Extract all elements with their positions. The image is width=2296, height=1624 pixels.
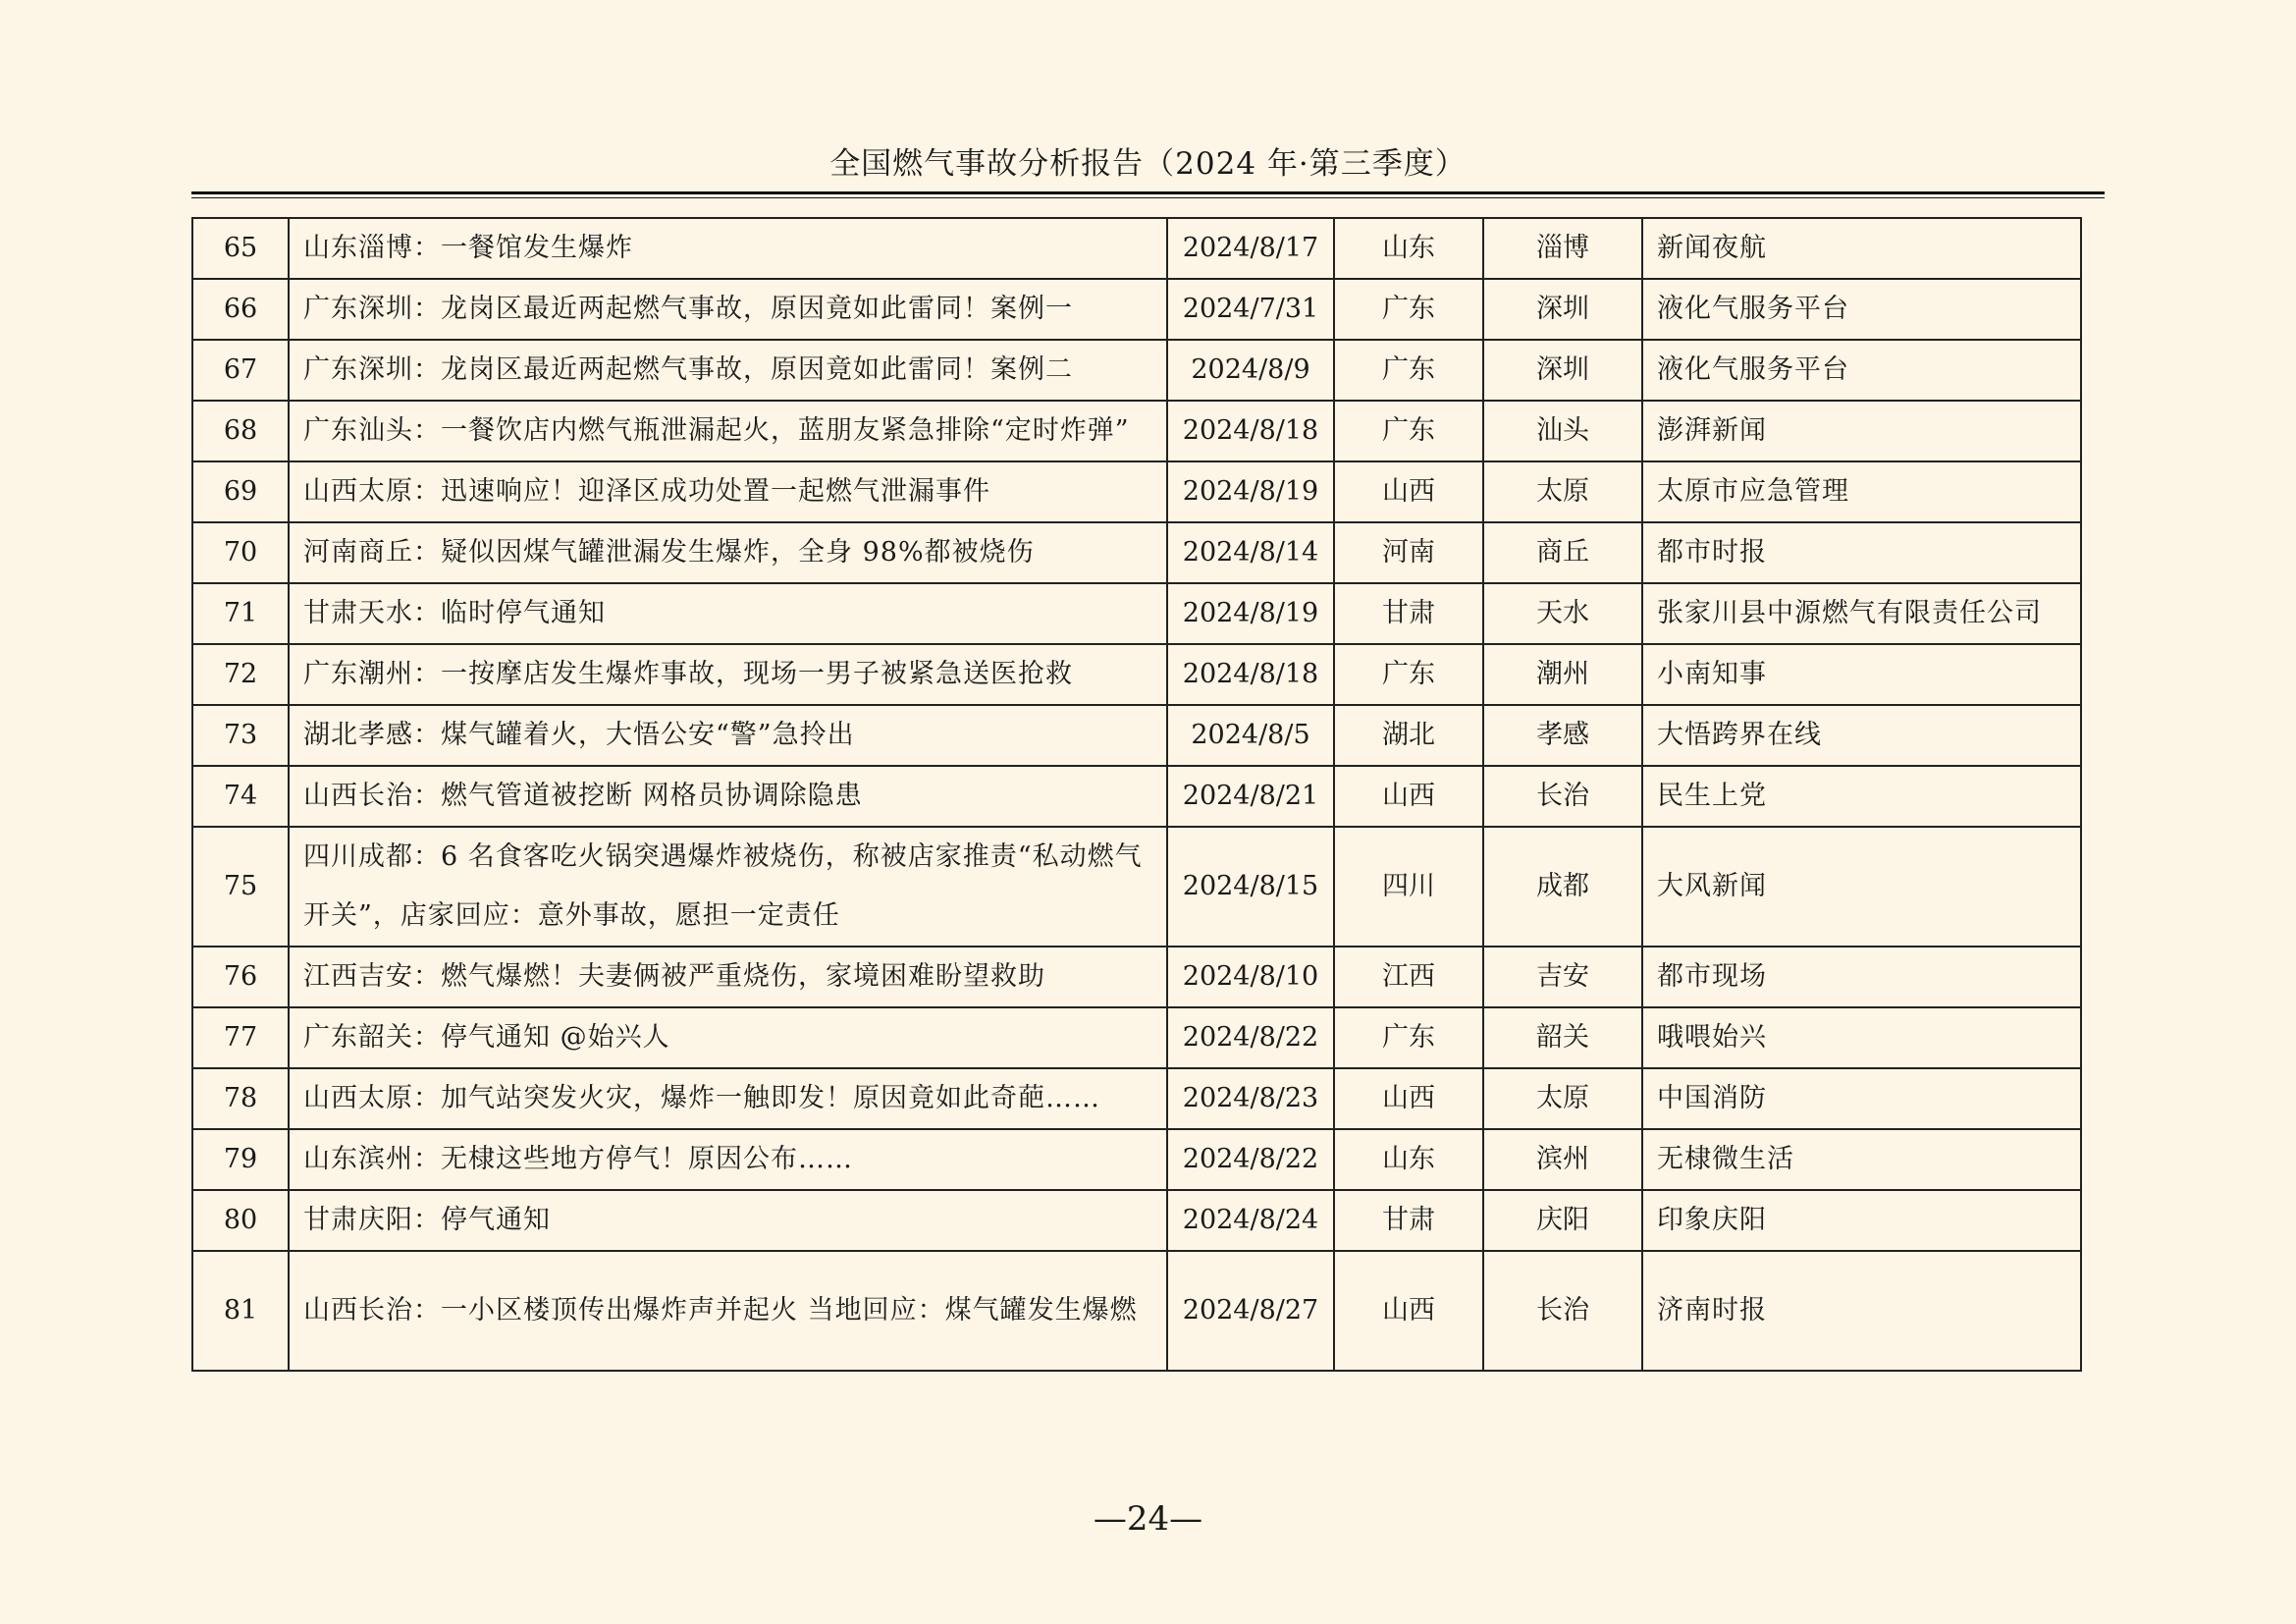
incident-table <box>191 217 2082 1372</box>
row-number: 78 <box>192 1068 289 1129</box>
incident-title: 山西太原：加气站突发火灾，爆炸一触即发！原因竟如此奇葩…… <box>289 1068 1167 1129</box>
table-row <box>192 827 2081 947</box>
incident-date: 2024/8/10 <box>1167 947 1334 1007</box>
incident-city: 孝感 <box>1483 705 1642 766</box>
row-number: 79 <box>192 1129 289 1190</box>
incident-province: 广东 <box>1334 1007 1483 1068</box>
table-row <box>192 279 2081 340</box>
table-row <box>192 644 2081 705</box>
incident-source: 济南时报 <box>1642 1251 2081 1371</box>
incident-province: 广东 <box>1334 644 1483 705</box>
incident-date: 2024/8/24 <box>1167 1190 1334 1251</box>
incident-province: 河南 <box>1334 522 1483 583</box>
incident-date: 2024/8/19 <box>1167 461 1334 522</box>
incident-city: 滨州 <box>1483 1129 1642 1190</box>
incident-date: 2024/7/31 <box>1167 279 1334 340</box>
incident-title: 广东深圳：龙岗区最近两起燃气事故，原因竟如此雷同！案例一 <box>289 279 1167 340</box>
row-number: 74 <box>192 766 289 827</box>
row-number: 70 <box>192 522 289 583</box>
incident-date: 2024/8/17 <box>1167 218 1334 279</box>
row-number: 73 <box>192 705 289 766</box>
table-row <box>192 947 2081 1007</box>
incident-city: 商丘 <box>1483 522 1642 583</box>
incident-city: 太原 <box>1483 461 1642 522</box>
incident-date: 2024/8/19 <box>1167 583 1334 644</box>
incident-city: 成都 <box>1483 827 1642 947</box>
incident-source: 大风新闻 <box>1642 827 2081 947</box>
incident-province: 甘肃 <box>1334 583 1483 644</box>
incident-title: 广东汕头：一餐饮店内燃气瓶泄漏起火，蓝朋友紧急排除“定时炸弹” <box>289 401 1167 461</box>
incident-city: 庆阳 <box>1483 1190 1642 1251</box>
row-number: 67 <box>192 340 289 401</box>
table-row <box>192 461 2081 522</box>
incident-source: 都市现场 <box>1642 947 2081 1007</box>
incident-source: 民生上党 <box>1642 766 2081 827</box>
table-row <box>192 401 2081 461</box>
incident-province: 四川 <box>1334 827 1483 947</box>
incident-province: 山西 <box>1334 1068 1483 1129</box>
header-rule-thin <box>191 197 2105 198</box>
incident-city: 汕头 <box>1483 401 1642 461</box>
incident-city: 深圳 <box>1483 279 1642 340</box>
table-row <box>192 705 2081 766</box>
incident-date: 2024/8/23 <box>1167 1068 1334 1129</box>
incident-source: 太原市应急管理 <box>1642 461 2081 522</box>
incident-source: 无棣微生活 <box>1642 1129 2081 1190</box>
incident-title: 广东韶关：停气通知 @始兴人 <box>289 1007 1167 1068</box>
incident-title: 四川成都：6 名食客吃火锅突遇爆炸被烧伤，称被店家推责“私动燃气开关”，店家回应：意外事故，愿担一定责任 <box>289 827 1167 947</box>
incident-source: 中国消防 <box>1642 1068 2081 1129</box>
table-row <box>192 1251 2081 1371</box>
incident-title: 山东淄博：一餐馆发生爆炸 <box>289 218 1167 279</box>
incident-title: 山西太原：迅速响应！迎泽区成功处置一起燃气泄漏事件 <box>289 461 1167 522</box>
incident-title: 江西吉安：燃气爆燃！夫妻俩被严重烧伤，家境困难盼望救助 <box>289 947 1167 1007</box>
row-number: 81 <box>192 1251 289 1371</box>
table-row <box>192 218 2081 279</box>
incident-city: 长治 <box>1483 1251 1642 1371</box>
incident-title: 山西长治：燃气管道被挖断 网格员协调除隐患 <box>289 766 1167 827</box>
row-number: 75 <box>192 827 289 947</box>
incident-date: 2024/8/18 <box>1167 644 1334 705</box>
incident-date: 2024/8/27 <box>1167 1251 1334 1371</box>
incident-province: 广东 <box>1334 279 1483 340</box>
incident-date: 2024/8/14 <box>1167 522 1334 583</box>
incident-title: 山西长治：一小区楼顶传出爆炸声并起火 当地回应：煤气罐发生爆燃 <box>289 1251 1167 1371</box>
row-number: 76 <box>192 947 289 1007</box>
incident-province: 广东 <box>1334 340 1483 401</box>
incident-date: 2024/8/15 <box>1167 827 1334 947</box>
incident-province: 山东 <box>1334 218 1483 279</box>
incident-city: 长治 <box>1483 766 1642 827</box>
incident-date: 2024/8/22 <box>1167 1129 1334 1190</box>
table-row <box>192 1068 2081 1129</box>
incident-province: 山东 <box>1334 1129 1483 1190</box>
row-number: 69 <box>192 461 289 522</box>
table-row <box>192 1129 2081 1190</box>
incident-title: 山东滨州：无棣这些地方停气！原因公布…… <box>289 1129 1167 1190</box>
incident-title: 甘肃天水：临时停气通知 <box>289 583 1167 644</box>
incident-province: 山西 <box>1334 766 1483 827</box>
incident-date: 2024/8/22 <box>1167 1007 1334 1068</box>
incident-province: 山西 <box>1334 1251 1483 1371</box>
row-number: 65 <box>192 218 289 279</box>
table-row <box>192 522 2081 583</box>
table-row <box>192 340 2081 401</box>
incident-date: 2024/8/5 <box>1167 705 1334 766</box>
incident-source: 澎湃新闻 <box>1642 401 2081 461</box>
table-row <box>192 1190 2081 1251</box>
incident-title: 广东深圳：龙岗区最近两起燃气事故，原因竟如此雷同！案例二 <box>289 340 1167 401</box>
row-number: 71 <box>192 583 289 644</box>
incident-table-body <box>192 218 2081 1371</box>
incident-city: 淄博 <box>1483 218 1642 279</box>
incident-title: 甘肃庆阳：停气通知 <box>289 1190 1167 1251</box>
incident-title: 广东潮州：一按摩店发生爆炸事故，现场一男子被紧急送医抢救 <box>289 644 1167 705</box>
incident-city: 深圳 <box>1483 340 1642 401</box>
row-number: 72 <box>192 644 289 705</box>
incident-source: 大悟跨界在线 <box>1642 705 2081 766</box>
incident-province: 湖北 <box>1334 705 1483 766</box>
incident-city: 韶关 <box>1483 1007 1642 1068</box>
incident-source: 张家川县中源燃气有限责任公司 <box>1642 583 2081 644</box>
table-row <box>192 1007 2081 1068</box>
incident-province: 甘肃 <box>1334 1190 1483 1251</box>
incident-date: 2024/8/21 <box>1167 766 1334 827</box>
incident-city: 太原 <box>1483 1068 1642 1129</box>
incident-source: 液化气服务平台 <box>1642 340 2081 401</box>
incident-date: 2024/8/9 <box>1167 340 1334 401</box>
incident-source: 哦喂始兴 <box>1642 1007 2081 1068</box>
incident-date: 2024/8/18 <box>1167 401 1334 461</box>
page-number: —24— <box>1093 1499 1203 1539</box>
page-header-title: 全国燃气事故分析报告（2024 年·第三季度） <box>829 146 1467 182</box>
incident-source: 印象庆阳 <box>1642 1190 2081 1251</box>
incident-city: 天水 <box>1483 583 1642 644</box>
incident-city: 吉安 <box>1483 947 1642 1007</box>
incident-city: 潮州 <box>1483 644 1642 705</box>
row-number: 66 <box>192 279 289 340</box>
incident-province: 广东 <box>1334 401 1483 461</box>
incident-source: 小南知事 <box>1642 644 2081 705</box>
table-row <box>192 766 2081 827</box>
incident-title: 湖北孝感：煤气罐着火，大悟公安“警”急拎出 <box>289 705 1167 766</box>
incident-province: 山西 <box>1334 461 1483 522</box>
table-row <box>192 583 2081 644</box>
row-number: 68 <box>192 401 289 461</box>
row-number: 80 <box>192 1190 289 1251</box>
incident-province: 江西 <box>1334 947 1483 1007</box>
incident-title: 河南商丘：疑似因煤气罐泄漏发生爆炸，全身 98%都被烧伤 <box>289 522 1167 583</box>
incident-source: 新闻夜航 <box>1642 218 2081 279</box>
incident-source: 都市时报 <box>1642 522 2081 583</box>
incident-source: 液化气服务平台 <box>1642 279 2081 340</box>
header-rule-thick <box>191 191 2105 194</box>
row-number: 77 <box>192 1007 289 1068</box>
